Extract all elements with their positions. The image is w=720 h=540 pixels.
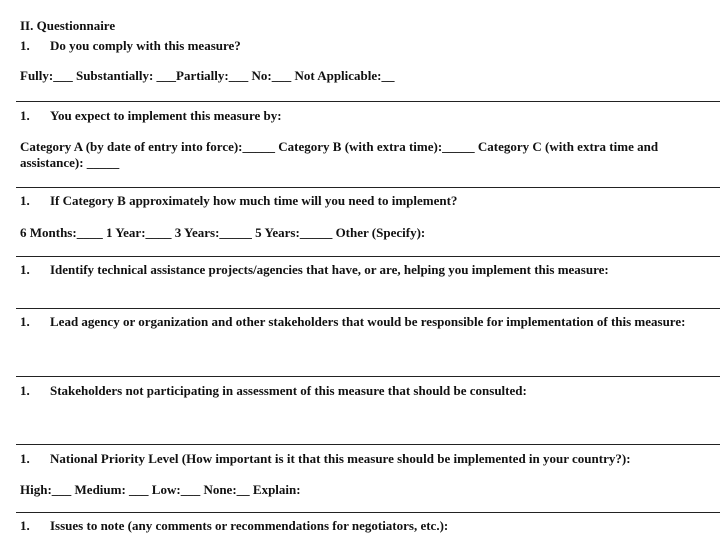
time-options[interactable]: 6 Months:____ 1 Year:____ 3 Years:_____ 5 Years:_____ Other (Specify): — [20, 225, 426, 240]
question-text: Do you comply with this measure? — [50, 38, 241, 53]
divider — [16, 187, 720, 188]
question-text: If Category B approximately how much time will you need to implement? — [50, 193, 458, 208]
question-number: 1. — [20, 314, 30, 329]
question-number: 1. — [20, 383, 30, 398]
category-options-line[interactable]: Category A (by date of entry into force):_____ Category B (with extra time):_____ Category C (with extra time and — [20, 139, 659, 154]
question-number: 1. — [20, 518, 30, 533]
question-number: 1. — [20, 108, 30, 123]
compliance-options[interactable]: Fully:___ Substantially: ___Partially:___ No:___ Not Applicable:__ — [20, 68, 395, 83]
divider — [16, 376, 720, 377]
divider — [16, 101, 720, 102]
divider — [16, 308, 720, 309]
question-number: 1. — [20, 38, 30, 53]
question-text: National Priority Level (How important is it that this measure should be implemented in your country?): — [50, 451, 631, 466]
section-title: II. Questionnaire — [20, 18, 116, 33]
question-text: Identify technical assistance projects/agencies that have, or are, helping you implement this measure: — [50, 262, 609, 277]
question-text: Issues to note (any comments or recommendations for negotiators, etc.): — [50, 518, 449, 533]
category-options-line-cont[interactable]: assistance): _____ — [20, 155, 120, 170]
divider — [16, 512, 720, 513]
question-number: 1. — [20, 193, 30, 208]
question-text: You expect to implement this measure by: — [50, 108, 282, 123]
question-number: 1. — [20, 262, 30, 277]
question-text: Stakeholders not participating in assessment of this measure that should be consulted: — [50, 383, 527, 398]
divider — [16, 444, 720, 445]
priority-options[interactable]: High:___ Medium: ___ Low:___ None:__ Explain: — [20, 482, 301, 497]
question-text: Lead agency or organization and other stakeholders that would be responsible for implementation of this measure: — [50, 314, 686, 329]
question-number: 1. — [20, 451, 30, 466]
divider — [16, 256, 720, 257]
